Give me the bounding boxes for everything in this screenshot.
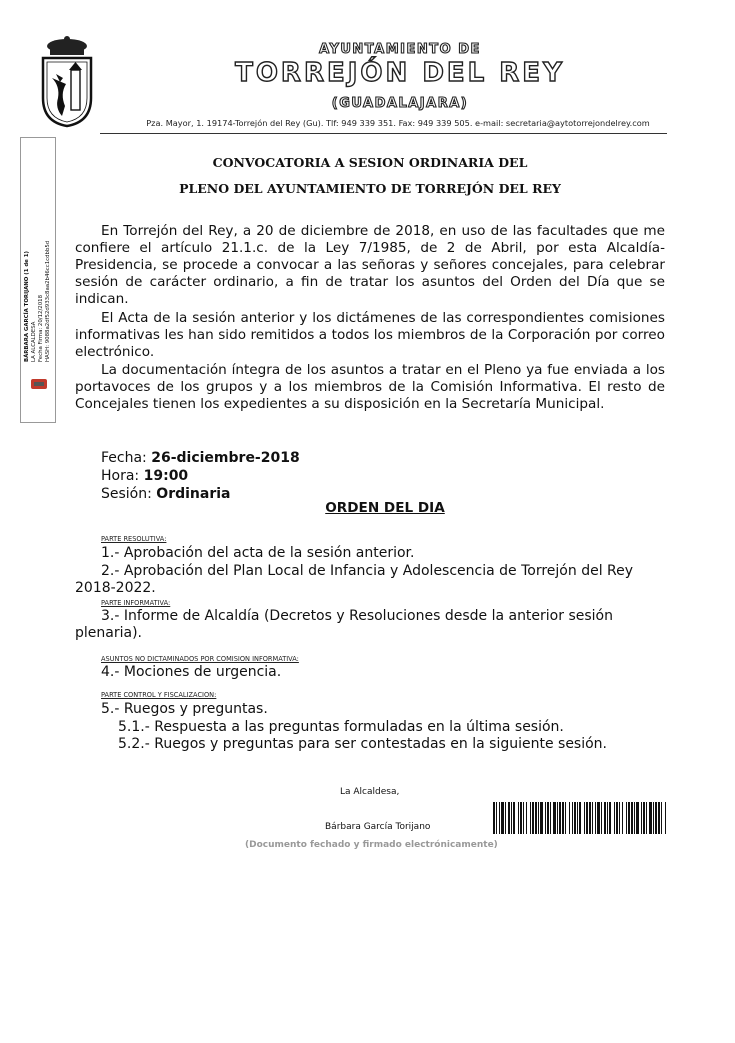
barcode-bar	[526, 802, 527, 834]
meeting-session: Sesión: Ordinaria	[101, 486, 231, 502]
barcode-bar	[557, 802, 558, 834]
barcode-bar	[532, 802, 534, 834]
barcode-bar	[559, 802, 561, 834]
section-parte-control: PARTE CONTROL Y FISCALIZACION:	[101, 691, 217, 699]
barcode-bar	[550, 802, 551, 834]
header-province: (GUADALAJARA)	[331, 96, 469, 111]
barcode-bar	[636, 802, 639, 834]
barcode-bar	[619, 802, 620, 834]
barcode-bar	[545, 802, 546, 834]
barcode-bar	[508, 802, 510, 834]
section-no-dictaminados: ASUNTOS NO DICTAMINADOS POR COMISION INFORMATIVA:	[101, 655, 299, 663]
barcode-bar	[622, 802, 623, 834]
barcode-bar	[518, 802, 519, 834]
header-town-name: TORREJÓN DEL REY	[235, 58, 565, 88]
document-title-line1: CONVOCATORIA A SESION ORDINARIA DEL	[212, 155, 528, 170]
barcode-bar	[616, 802, 618, 834]
barcode-bar	[586, 802, 588, 834]
signature-strip-name: BÁRBARA GARCÍA TORIJANO (1 de 1)	[24, 251, 30, 362]
barcode-bar	[661, 802, 662, 834]
barcode-bar	[584, 802, 585, 834]
signature-strip-hash: HASH: 9088a2df52d933c8aa2b46cc1cdbb5d	[45, 240, 51, 362]
barcode-bar	[530, 802, 531, 834]
body-paragraph-2: El Acta de la sesión anterior y los dictámenes de las correspondientes comisiones informativas les han sido remitidos a todos los miembros de la Corporación por correo electrónico.	[75, 310, 665, 360]
barcode-bar	[565, 802, 566, 834]
barcode-bar	[641, 802, 642, 834]
barcode-bar	[513, 802, 515, 834]
barcode-bar	[577, 802, 578, 834]
barcode-bar	[493, 802, 495, 834]
agenda-item-3: 3.- Informe de Alcaldía (Decretos y Resoluciones desde la anterior sesión plenaria).	[75, 608, 613, 641]
barcode-bar	[597, 802, 600, 834]
signatory-role: La Alcaldesa,	[340, 787, 400, 797]
agenda-item-5-2: 5.2.- Ruegos y preguntas para ser contestadas en la siguiente sesión.	[118, 736, 608, 752]
barcode-bar	[538, 802, 539, 834]
agenda-item-4: 4.- Mociones de urgencia.	[101, 664, 282, 680]
barcode-bar	[540, 802, 543, 834]
barcode-bar	[655, 802, 657, 834]
barcode-bar	[626, 802, 627, 834]
body-paragraph-1: En Torrejón del Rey, a 20 de diciembre de 2018, en uso de las facultades que me confiere el artículo 21.1.c. de la Ley 7/1985, de 2 de Abril, por esta Alcaldía-Presidencia, se procede a convocar a las señoras y señores concejales, para celebrar sesión de carácter ordinario, a fin de tratar los asuntos del Orden del Día que se indican.	[75, 223, 665, 307]
signature-strip-date: Fecha Firma: 20/12/2018	[38, 295, 44, 362]
barcode-bar	[589, 802, 591, 834]
barcode-bar	[601, 802, 602, 834]
barcode-bar	[609, 802, 611, 834]
barcode-bar	[595, 802, 596, 834]
barcode-bar	[653, 802, 654, 834]
electronic-signature-note: (Documento fechado y firmado electrónicamente)	[245, 840, 498, 850]
barcode-bar	[634, 802, 635, 834]
agenda-item-2: 2.- Aprobación del Plan Local de Infancia y Adolescencia de Torrejón del Rey 2018-2022.	[75, 563, 634, 596]
barcode-bar	[665, 802, 666, 834]
barcode-bar	[569, 802, 570, 834]
section-parte-resolutiva: PARTE RESOLUTIVA:	[101, 535, 167, 543]
barcode-bar	[614, 802, 615, 834]
barcode-bar	[574, 802, 576, 834]
barcode-bar	[562, 802, 564, 834]
barcode-bar	[505, 802, 506, 834]
barcode-bar	[511, 802, 512, 834]
barcode-bar	[547, 802, 549, 834]
barcode-bar	[607, 802, 608, 834]
signature-stamp-icon	[30, 377, 48, 391]
barcode-bar	[649, 802, 652, 834]
barcode-bar	[579, 802, 581, 834]
barcode-bar	[628, 802, 630, 834]
header-ayuntamiento: AYUNTAMIENTO DE	[319, 42, 481, 57]
header-address: Pza. Mayor, 1. 19174-Torrejón del Rey (Gu). Tlf: 949 339 351. Fax: 949 339 505. e-mail: secretaria@aytotorrejondelrey.com	[146, 118, 650, 128]
document-title-line2: PLENO DEL AYUNTAMIENTO DE TORREJÓN DEL REY	[179, 181, 561, 196]
barcode-bar	[553, 802, 556, 834]
barcode-bar	[523, 802, 524, 834]
barcode-bar	[643, 802, 645, 834]
signature-strip-text	[24, 212, 54, 362]
barcode-bar	[496, 802, 497, 834]
barcode-icon	[493, 802, 666, 834]
signature-strip-role: LA ALCALDESA	[31, 321, 37, 362]
barcode-bar	[592, 802, 593, 834]
barcode-bar	[631, 802, 633, 834]
barcode-bar	[572, 802, 573, 834]
header-divider	[100, 133, 667, 134]
barcode-bar	[501, 802, 504, 834]
meeting-date: Fecha: 26-diciembre-2018	[101, 450, 300, 466]
agenda-item-5: 5.- Ruegos y preguntas.	[101, 701, 268, 717]
agenda-item-5-1: 5.1.- Respuesta a las preguntas formuladas en la última sesión.	[118, 719, 564, 735]
municipal-crest-icon	[38, 36, 96, 128]
barcode-bar	[658, 802, 660, 834]
agenda-heading: ORDEN DEL DIA	[325, 500, 445, 516]
section-parte-informativa: PARTE INFORMATIVA:	[101, 599, 171, 607]
signatory-name: Bárbara García Torijano	[325, 822, 431, 832]
meeting-time: Hora: 19:00	[101, 468, 189, 484]
barcode-bar	[646, 802, 647, 834]
agenda-item-1: 1.- Aprobación del acta de la sesión anterior.	[101, 545, 415, 561]
barcode-bar	[604, 802, 606, 834]
barcode-bar	[520, 802, 522, 834]
body-paragraph-3: La documentación íntegra de los asuntos a tratar en el Pleno ya fue enviada a los portavoces de los grupos y a los miembros de la Comisión Informativa. El resto de Concejales tienen los expedientes a su disposición en la Secretaría Municipal.	[75, 362, 665, 412]
barcode-bar	[499, 802, 500, 834]
barcode-bar	[535, 802, 537, 834]
